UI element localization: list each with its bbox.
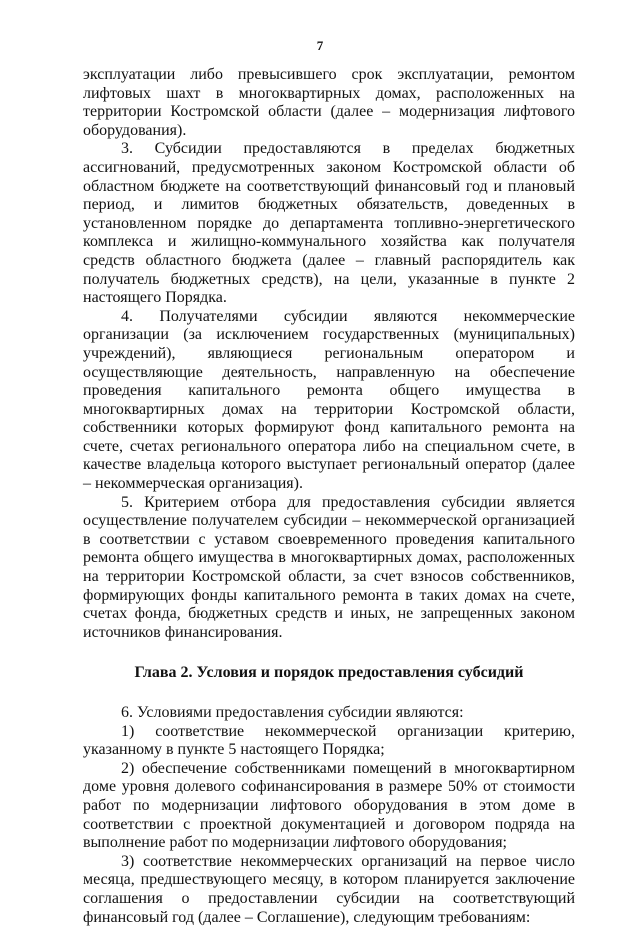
paragraph-5: 5. Критерием отбора для предоставления субсидии является осуществление получателем субсидии – некоммерческой организацией в соответствии с уставом своевременного проведения капитального ремонта общего имущества в многоквартирных домах, расположенных на территории Костромской области, за счет взносов собственников, формирующих фонды капитального ремонта в таких домах на счете, счетах фонда, бюджетных средств и иных, не запрещенных законом источников финансирования. bbox=[83, 493, 575, 641]
paragraph-6-item-3: 3) соответствие некоммерческих организаций на первое число месяца, предшествующего месяцу, в котором планируется заключение соглашения о предоставлении субсидии на соответствующий финансовый год (далее – Соглашение), следующим требованиям: bbox=[83, 852, 575, 926]
page-number: 7 bbox=[316, 38, 324, 53]
paragraph-3: 3. Субсидии предоставляются в пределах бюджетных ассигнований, предусмотренных законом Костромской области об областном бюджете на соответствующий финансовый год и плановый период, и лимитов бюджетных обязательств, доведенных в установленном порядке до департамента топливно-энергетического комплекса и жилищно-коммунального хозяйства как получателя средств областного бюджета (далее – главный распорядитель как получатель бюджетных средств), на цели, указанные в пункте 2 настоящего Порядка. bbox=[83, 140, 575, 307]
paragraph-continuation: эксплуатации либо превысившего срок эксплуатации, ремонтом лифтовых шахт в многоквартирных домах, расположенных на территории Костромской области (далее – модернизация лифтового оборудования). bbox=[83, 66, 575, 139]
paragraph-6-item-2: 2) обеспечение собственниками помещений в многоквартирном доме уровня долевого софинансирования в размере 50% от стоимости работ по модернизации лифтового оборудования в этом доме в соответствии с проектной документацией и договором подряда на выполнение работ по модернизации лифтового оборудования; bbox=[83, 759, 575, 852]
paragraph-6-item-1: 1) соответствие некоммерческой организации критерию, указанному в пункте 5 настоящего Порядка; bbox=[83, 722, 575, 759]
document-body bbox=[83, 66, 575, 927]
chapter-2-heading: Глава 2. Условия и порядок предоставления субсидий bbox=[134, 664, 524, 682]
paragraph-4: 4. Получателями субсидии являются некоммерческие организации (за исключением государственных (муниципальных) учреждений), являющиеся региональным оператором и осуществляющие деятельность, направленную на обеспечение проведения капитального ремонта общего имущества в многоквартирных домах на территории Костромской области, собственники которых формируют фонд капитального ремонта на счете, счетах регионального оператора либо на специальном счете, в качестве владельца которого выступает региональный оператор (далее – некоммерческая организация). bbox=[83, 307, 575, 493]
paragraph-6: 6. Условиями предоставления субсидии являются: bbox=[121, 704, 464, 721]
